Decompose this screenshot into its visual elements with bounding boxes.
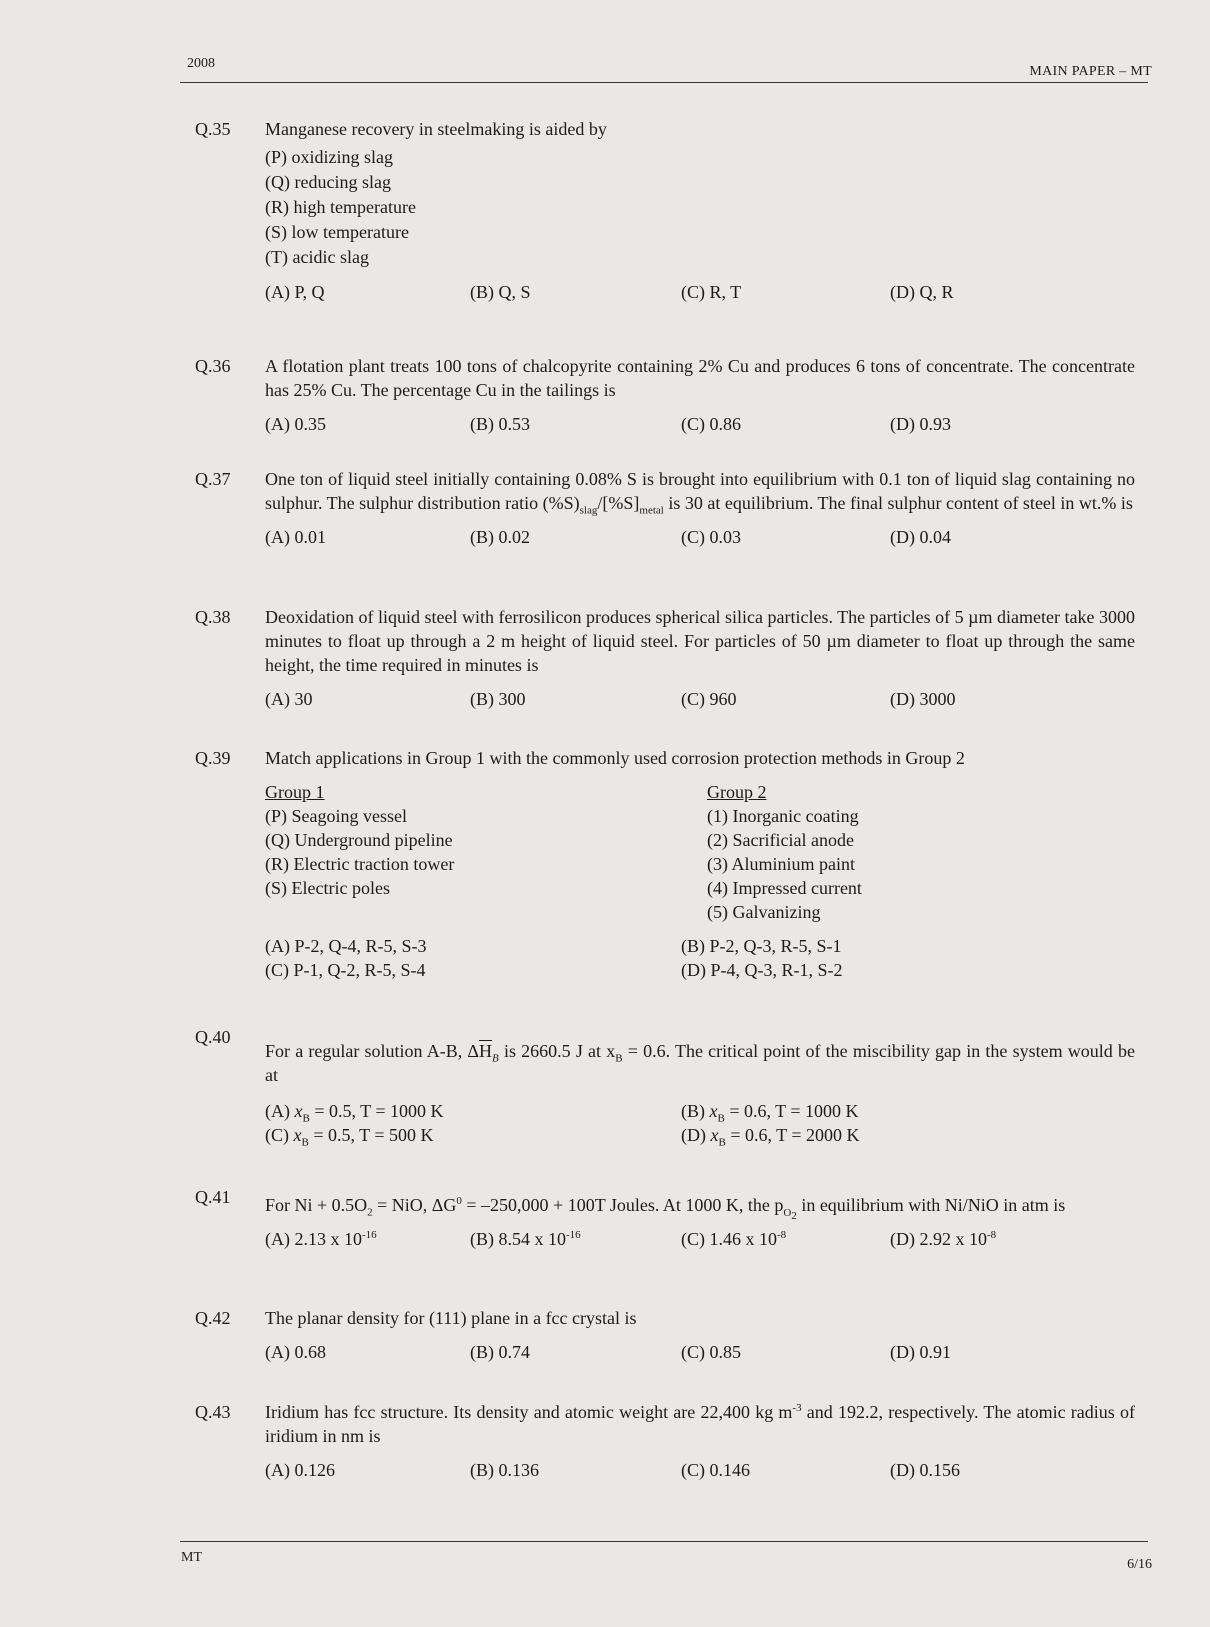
header-year: 2008 [187, 56, 215, 71]
option-b: (B) 0.02 [470, 527, 530, 547]
option-d: (D) P-4, Q-3, R-1, S-2 [681, 960, 843, 980]
group-1-item: (P) Seagoing vessel [265, 806, 407, 826]
page-number: 6/16 [1127, 1557, 1152, 1572]
option-b: (B) 8.54 x $10^{-16}$ [470, 1229, 581, 1249]
question-text: One ton of liquid steel initially containing 0.08% S is brought into equilibrium with 0.1 ton of liquid slag containing no sulphur. The sulphur distribution ratio $(\%S)_{slag}/[\%S]_{metal}$ is 30 at equilibrium. The final sulphur content of steel in wt.% is [265, 469, 1135, 517]
option-a: (A) 30 [265, 689, 313, 709]
group-1-item: (S) Electric poles [265, 878, 390, 898]
option-c: (C) 0.85 [681, 1342, 741, 1362]
group-2-column [707, 780, 862, 924]
answer-options [265, 525, 1135, 551]
group-1-title: Group 1 [265, 782, 325, 802]
option-b: (B) P-2, Q-3, R-5, S-1 [681, 936, 842, 956]
option-c: (C) 0.03 [681, 527, 741, 547]
option-a: (A) P, Q [265, 282, 325, 302]
answer-options [265, 1458, 1135, 1484]
option-a: (A) 2.13 x $10^{-16}$ [265, 1229, 377, 1249]
group-1-column [265, 780, 454, 900]
answer-options [265, 687, 1135, 713]
header-paper-title: MAIN PAPER – MT [1029, 64, 1152, 79]
option-a: (A) 0.01 [265, 527, 326, 547]
statement-item: (T) acidic slag [265, 247, 369, 267]
option-b: (B) 0.136 [470, 1460, 539, 1480]
option-d: (D) $x_B = 0.6$, T = 2000 K [681, 1125, 860, 1149]
option-d: (D) 0.156 [890, 1460, 960, 1480]
group-2-title: Group 2 [707, 782, 767, 802]
group-2-item: (4) Impressed current [707, 878, 862, 898]
option-d: (D) 2.92 x $10^{-8}$ [890, 1229, 997, 1249]
option-c: (C) P-1, Q-2, R-5, S-4 [265, 960, 426, 980]
group-2-item: (1) Inorganic coating [707, 806, 859, 826]
answer-options [265, 1340, 1135, 1366]
option-b: (B) Q, S [470, 282, 531, 302]
option-b: (B) 0.53 [470, 414, 530, 434]
question-text: For a regular solution A-B, $\Delta\overline{H}_B$ is 2660.5 J at $x_B = 0.6$. The critical point of the miscibility gap in the system would be at [265, 1041, 1135, 1085]
option-d: (D) Q, R [890, 282, 954, 302]
question-text: The planar density for (111) plane in a fcc crystal is [265, 1308, 637, 1328]
question-number: Q.42 [195, 1308, 231, 1328]
answer-options [265, 412, 1135, 438]
answer-options [265, 280, 1135, 306]
group-2-item: (5) Galvanizing [707, 902, 821, 922]
option-b: (B) 300 [470, 689, 526, 709]
option-b: (B) 0.74 [470, 1342, 530, 1362]
question-text: Match applications in Group 1 with the commonly used corrosion protection methods in Group 2 [265, 748, 965, 768]
statement-list [265, 145, 1135, 270]
option-d: (D) 0.91 [890, 1342, 951, 1362]
option-b: (B) $x_B = 0.6$, T = 1000 K [681, 1101, 859, 1125]
option-c: (C) 1.46 x $10^{-8}$ [681, 1229, 787, 1249]
option-d: (D) 0.04 [890, 527, 951, 547]
option-c: (C) $x_B = 0.5$, T = 500 K [265, 1125, 434, 1149]
statement-item: (S) low temperature [265, 222, 409, 242]
question-number: Q.39 [195, 748, 231, 768]
question-text: Iridium has fcc structure. Its density and atomic weight are 22,400 kg $m^{-3}$ and 192.2, respectively. The atomic radius of iridium in nm is [265, 1402, 1135, 1446]
footer-paper-code: MT [181, 1550, 202, 1565]
statement-item: (R) high temperature [265, 197, 416, 217]
option-d: (D) 3000 [890, 689, 956, 709]
question-number: Q.43 [195, 1402, 231, 1422]
option-c: (C) 960 [681, 689, 737, 709]
question-text: A flotation plant treats 100 tons of chalcopyrite containing 2% Cu and produces 6 tons of concentrate. The concentrate has 25% Cu. The percentage Cu in the tailings is [265, 356, 1135, 400]
option-a: (A) 0.126 [265, 1460, 335, 1480]
match-groups [265, 780, 1135, 928]
question-text: Deoxidation of liquid steel with ferrosilicon produces spherical silica particles. The particles of 5 µm diameter take 3000 minutes to float up through a 2 m height of liquid steel. For particles of 50 µm diameter to float up through the same height, the time required in minutes is [265, 607, 1135, 675]
statement-item: (P) oxidizing slag [265, 147, 393, 167]
option-a: (A) 0.35 [265, 414, 326, 434]
footer-rule [180, 1541, 1148, 1542]
question-number: Q.35 [195, 119, 231, 139]
answer-options [265, 934, 1135, 984]
option-a: (A) 0.68 [265, 1342, 326, 1362]
group-1-item: (Q) Underground pipeline [265, 830, 453, 850]
header-rule [180, 82, 1148, 83]
question-number: Q.40 [195, 1027, 231, 1047]
option-a: (A) P-2, Q-4, R-5, S-3 [265, 936, 427, 956]
question-text: Manganese recovery in steelmaking is aided by [265, 119, 607, 139]
question-number: Q.37 [195, 469, 231, 489]
option-c: (C) R, T [681, 282, 742, 302]
option-d: (D) 0.93 [890, 414, 951, 434]
question-number: Q.41 [195, 1187, 231, 1207]
option-c: (C) 0.146 [681, 1460, 750, 1480]
question-text: For $Ni + 0.5O_2$ = NiO, $\Delta G^0 = -250,000 + 100T$ Joules. At 1000 K, the $p_{O_2}$ in equilibrium with Ni/NiO in atm is [265, 1195, 1066, 1222]
statement-item: (Q) reducing slag [265, 172, 391, 192]
question-number: Q.38 [195, 607, 231, 627]
group-1-item: (R) Electric traction tower [265, 854, 455, 874]
group-2-item: (3) Aluminium paint [707, 854, 855, 874]
answer-options [265, 1099, 1135, 1149]
question-number: Q.36 [195, 356, 231, 376]
group-2-item: (2) Sacrificial anode [707, 830, 854, 850]
option-a: (A) $x_B = 0.5$, T = 1000 K [265, 1101, 444, 1125]
option-c: (C) 0.86 [681, 414, 741, 434]
answer-options [265, 1227, 1135, 1253]
